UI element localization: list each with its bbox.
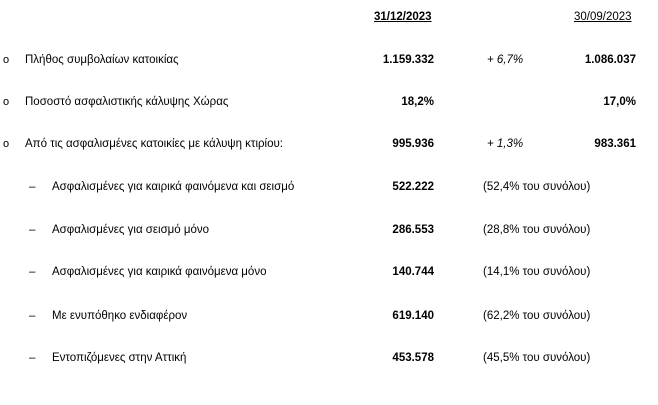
subrow-share-note: (62,2% του συνόλου) <box>483 310 591 322</box>
subrow-weather-only <box>0 266 658 282</box>
subrow-mortgage-interest <box>0 310 658 326</box>
bullet-icon: o <box>3 138 10 150</box>
column-header-31-12-2023: 31/12/2023 <box>374 11 432 23</box>
subrow-share-note: (52,4% του συνόλου) <box>483 181 591 193</box>
dash-bullet: – <box>29 310 36 322</box>
value-30-09-2023: 17,0% <box>603 96 636 108</box>
bullet-icon: o <box>3 54 10 66</box>
dash-bullet: – <box>29 352 36 364</box>
dash-bullet: – <box>29 181 36 193</box>
value-31-12-2023: 18,2% <box>401 96 434 108</box>
subrow-label: Ασφαλισμένες για σεισμό μόνο <box>52 224 210 236</box>
change-percentage: + 6,7% <box>487 54 524 66</box>
dash-bullet: – <box>29 266 36 278</box>
subrow-share-note: (45,5% του συνόλου) <box>483 352 591 364</box>
row-contracts-count <box>0 54 658 70</box>
subrow-attica <box>0 352 658 368</box>
subrow-share-note: (14,1% του συνόλου) <box>483 266 591 278</box>
subrow-value: 140.744 <box>392 266 434 278</box>
value-30-09-2023: 983.361 <box>594 138 636 150</box>
row-coverage-percentage <box>0 96 658 112</box>
subrow-value: 453.578 <box>392 352 434 364</box>
subrow-label: Ασφαλισμένες για καιρικά φαινόμενα μόνο <box>52 266 267 278</box>
row-label: Πλήθος συμβολαίων κατοικίας <box>25 54 179 66</box>
subrow-earthquake-only <box>0 224 658 240</box>
row-label: Από τις ασφαλισμένες κατοικίες με κάλυψη κτιρίου: <box>25 138 283 150</box>
subrow-label: Με ενυπόθηκο ενδιαφέρον <box>52 310 188 322</box>
dash-bullet: – <box>29 224 36 236</box>
subrow-label: Εντοπιζόμενες στην Αττική <box>52 352 187 364</box>
bullet-icon: o <box>3 96 10 108</box>
column-header-30-09-2023: 30/09/2023 <box>574 11 632 23</box>
value-31-12-2023: 1.159.332 <box>382 54 434 66</box>
value-30-09-2023: 1.086.037 <box>584 54 636 66</box>
change-percentage: + 1,3% <box>487 138 524 150</box>
row-label: Ποσοστό ασφαλιστικής κάλυψης Χώρας <box>25 96 229 108</box>
subrow-weather-and-earthquake <box>0 181 658 197</box>
subrow-share-note: (28,8% του συνόλου) <box>483 224 591 236</box>
row-building-coverage <box>0 138 658 154</box>
subrow-value: 286.553 <box>392 224 434 236</box>
subrow-value: 522.222 <box>392 181 434 193</box>
subrow-value: 619.140 <box>392 310 434 322</box>
subrow-label: Ασφαλισμένες για καιρικά φαινόμενα και σεισμό <box>52 181 295 193</box>
value-31-12-2023: 995.936 <box>392 138 434 150</box>
